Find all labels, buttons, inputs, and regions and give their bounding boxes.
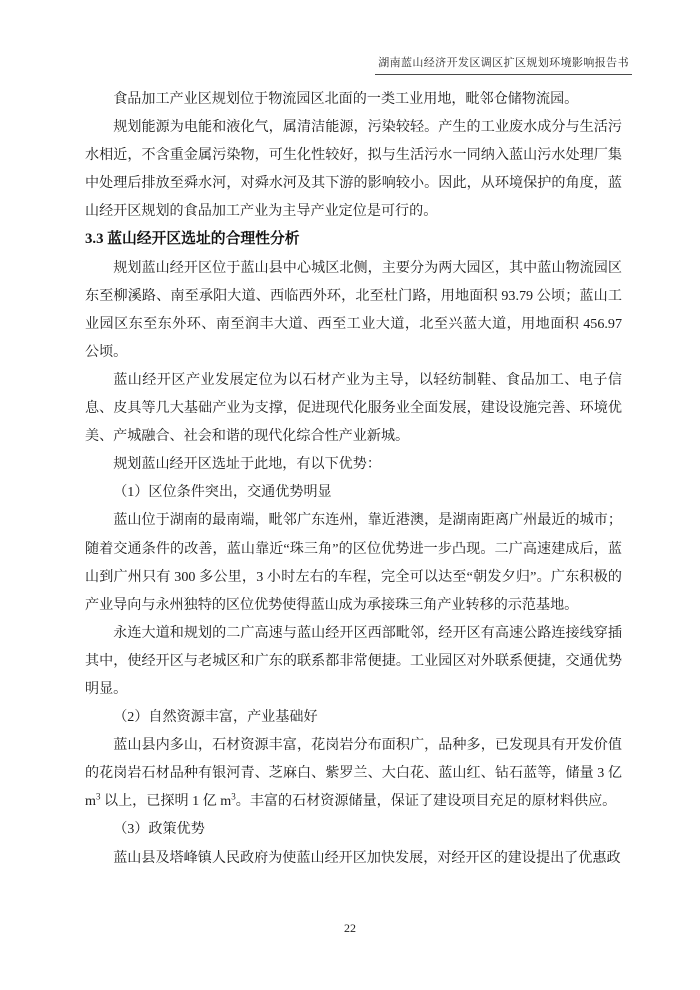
text-run: 规划蓝山经开区位于蓝山县中心城区北侧，主要分为两大园区，其中蓝山物流园区东至柳溪路、南至承阳大道、西临西外环，北至杜门路，用地面积 93.79 公顷；蓝山工业园区东至东外环、南至润丰大道、西至工业大道，北至兴蓝大道，用地面积 456.97 公顷。	[85, 259, 622, 360]
text-run: 3.3 蓝山经开区选址的合理性分析	[85, 231, 300, 248]
text-run: 规划能源为电能和液化气，属清洁能源，污染较轻。产生的工业废水成分与生活污水相近，不含重金属污染物，可生化性较好，拟与生活污水一同纳入蓝山污水处理厂集中处理后排放至舜水河，对舜水河及其下游的影响较小。因此，从环境保护的角度，蓝山经开区规划的食品加工产业为主导产业定位是可行的。	[85, 119, 622, 220]
text-run: （1）区位条件突出，交通优势明显	[113, 484, 332, 501]
page-footer	[0, 921, 700, 936]
paragraph	[85, 366, 622, 450]
text-run: 蓝山县及塔峰镇人民政府为使蓝山经开区加快发展，对经开区的建设提出了优惠政	[113, 849, 621, 866]
text-run: 以上，已探明 1 亿 m	[100, 793, 232, 810]
text-run: （3）政策优势	[113, 821, 205, 838]
text-run: （2）自然资源丰富，产业基础好	[113, 709, 318, 726]
paragraph	[85, 506, 622, 618]
paragraph	[85, 815, 622, 843]
text-run: 蓝山位于湖南的最南端，毗邻广东连州，靠近港澳，是湖南距离广州最近的城市；随着交通条件的改善，蓝山靠近“珠三角”的区位优势进一步凸现。二广高速建成后，蓝山到广州只有 300 多公里，3 小时左右的车程，完全可以达至“朝发夕归”。广东积极的产业导向与永州独特的区位优势使得蓝山成为承接珠三角产业转移的示范基地。	[85, 512, 622, 613]
paragraph	[85, 478, 622, 506]
paragraph	[85, 703, 622, 731]
page-number: 22	[344, 921, 356, 935]
header-title: 湖南蓝山经济开发区调区扩区规划环境影响报告书	[378, 57, 629, 69]
section-heading	[85, 225, 622, 253]
text-run: 蓝山经开区产业发展定位为以石材产业为主导，以轻纺制鞋、食品加工、电子信息、皮具等几大基础产业为支撑，促进现代化服务业全面发展，建设设施完善、环境优美、产城融合、社会和谐的现代化综合性产业新城。	[85, 371, 622, 445]
paragraph	[85, 85, 622, 113]
superscript: 3	[95, 791, 101, 802]
paragraph	[85, 254, 622, 366]
paragraph	[85, 619, 622, 703]
document-body	[85, 85, 622, 872]
text-run: 。丰富的石材资源储量，保证了建设项目充足的原材料供应。	[235, 793, 617, 810]
superscript: 3	[231, 791, 236, 802]
paragraph	[85, 113, 622, 225]
paragraph	[85, 731, 622, 815]
text-run: 规划蓝山经开区选址于此地，有以下优势：	[113, 456, 381, 473]
text-run: 永连大道和规划的二广高速与蓝山经开区西部毗邻，经开区有高速公路连接线穿插其中，使经开区与老城区和广东的联系都非常便捷。工业园区对外联系便捷，交通优势明显。	[85, 624, 622, 697]
text-run: 蓝山县内多山，石材资源丰富，花岗岩分布面积广，品种多，已发现具有开发价值的花岗岩石材品种有银河青、芝麻白、紫罗兰、大白花、蓝山红、钻石蓝等，储量 3 亿 m	[85, 737, 622, 810]
text-run: 食品加工产业区规划位于物流园区北面的一类工业用地，毗邻仓储物流园。	[113, 91, 579, 107]
paragraph	[85, 450, 622, 478]
page-header	[375, 57, 632, 75]
paragraph	[85, 844, 622, 872]
